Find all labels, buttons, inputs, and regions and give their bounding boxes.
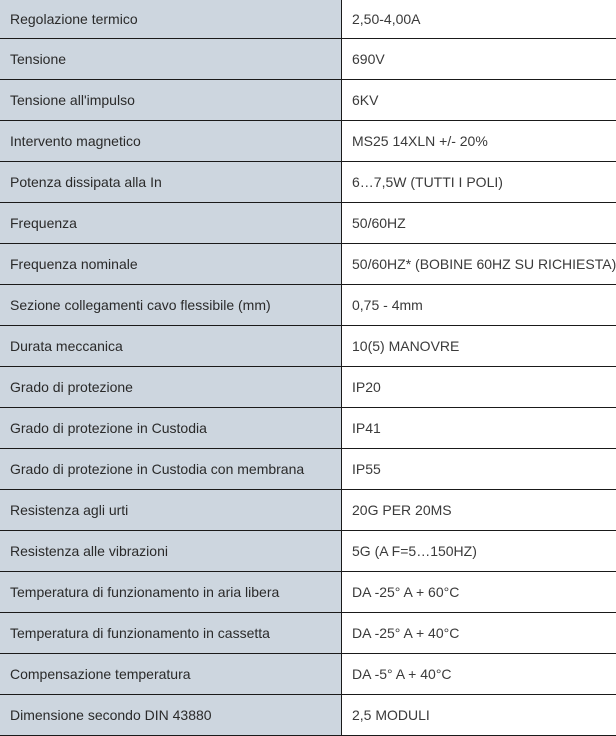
spec-value: 6…7,5W (TUTTI I POLI) <box>342 162 616 203</box>
table-row <box>0 613 616 654</box>
spec-label: Frequenza <box>0 203 342 244</box>
spec-value: 6KV <box>342 80 616 121</box>
spec-value: 2,5 MODULI <box>342 695 616 736</box>
spec-value: IP55 <box>342 449 616 490</box>
spec-label: Tensione <box>0 39 342 80</box>
table-row <box>0 654 616 695</box>
table-row <box>0 0 616 39</box>
spec-label: Resistenza alle vibrazioni <box>0 531 342 572</box>
spec-value: MS25 14XLN +/- 20% <box>342 121 616 162</box>
spec-value: 690V <box>342 39 616 80</box>
table-row <box>0 162 616 203</box>
spec-label: Sezione collegamenti cavo flessibile (mm) <box>0 285 342 326</box>
table-row <box>0 367 616 408</box>
spec-value: IP20 <box>342 367 616 408</box>
spec-label: Grado di protezione in Custodia con membrana <box>0 449 342 490</box>
spec-label: Durata meccanica <box>0 326 342 367</box>
spec-value: 20G PER 20MS <box>342 490 616 531</box>
spec-label: Potenza dissipata alla In <box>0 162 342 203</box>
spec-value: 50/60HZ <box>342 203 616 244</box>
spec-value: 2,50-4,00A <box>342 0 616 39</box>
spec-value: 10(5) MANOVRE <box>342 326 616 367</box>
table-row <box>0 449 616 490</box>
spec-label: Intervento magnetico <box>0 121 342 162</box>
spec-label: Temperatura di funzionamento in aria libera <box>0 572 342 613</box>
spec-label: Dimensione secondo DIN 43880 <box>0 695 342 736</box>
table-row <box>0 572 616 613</box>
spec-label: Tensione all'impulso <box>0 80 342 121</box>
spec-value: 0,75 - 4mm <box>342 285 616 326</box>
spec-label: Temperatura di funzionamento in cassetta <box>0 613 342 654</box>
spec-label: Resistenza agli urti <box>0 490 342 531</box>
table-row <box>0 203 616 244</box>
spec-value: 50/60HZ* (BOBINE 60HZ SU RICHIESTA) <box>342 244 616 285</box>
spec-label: Grado di protezione <box>0 367 342 408</box>
table-row <box>0 695 616 736</box>
table-row <box>0 39 616 80</box>
table-row <box>0 285 616 326</box>
spec-label: Frequenza nominale <box>0 244 342 285</box>
table-row <box>0 531 616 572</box>
spec-value: 5G (A F=5…150HZ) <box>342 531 616 572</box>
spec-value: IP41 <box>342 408 616 449</box>
table-row <box>0 490 616 531</box>
table-row <box>0 80 616 121</box>
spec-value: DA -5° A + 40°C <box>342 654 616 695</box>
spec-value: DA -25° A + 60°C <box>342 572 616 613</box>
spec-label: Compensazione temperatura <box>0 654 342 695</box>
table-row <box>0 326 616 367</box>
table-row <box>0 244 616 285</box>
table-row <box>0 121 616 162</box>
spec-value: DA -25° A + 40°C <box>342 613 616 654</box>
spec-label: Regolazione termico <box>0 0 342 39</box>
spec-label: Grado di protezione in Custodia <box>0 408 342 449</box>
table-row <box>0 408 616 449</box>
